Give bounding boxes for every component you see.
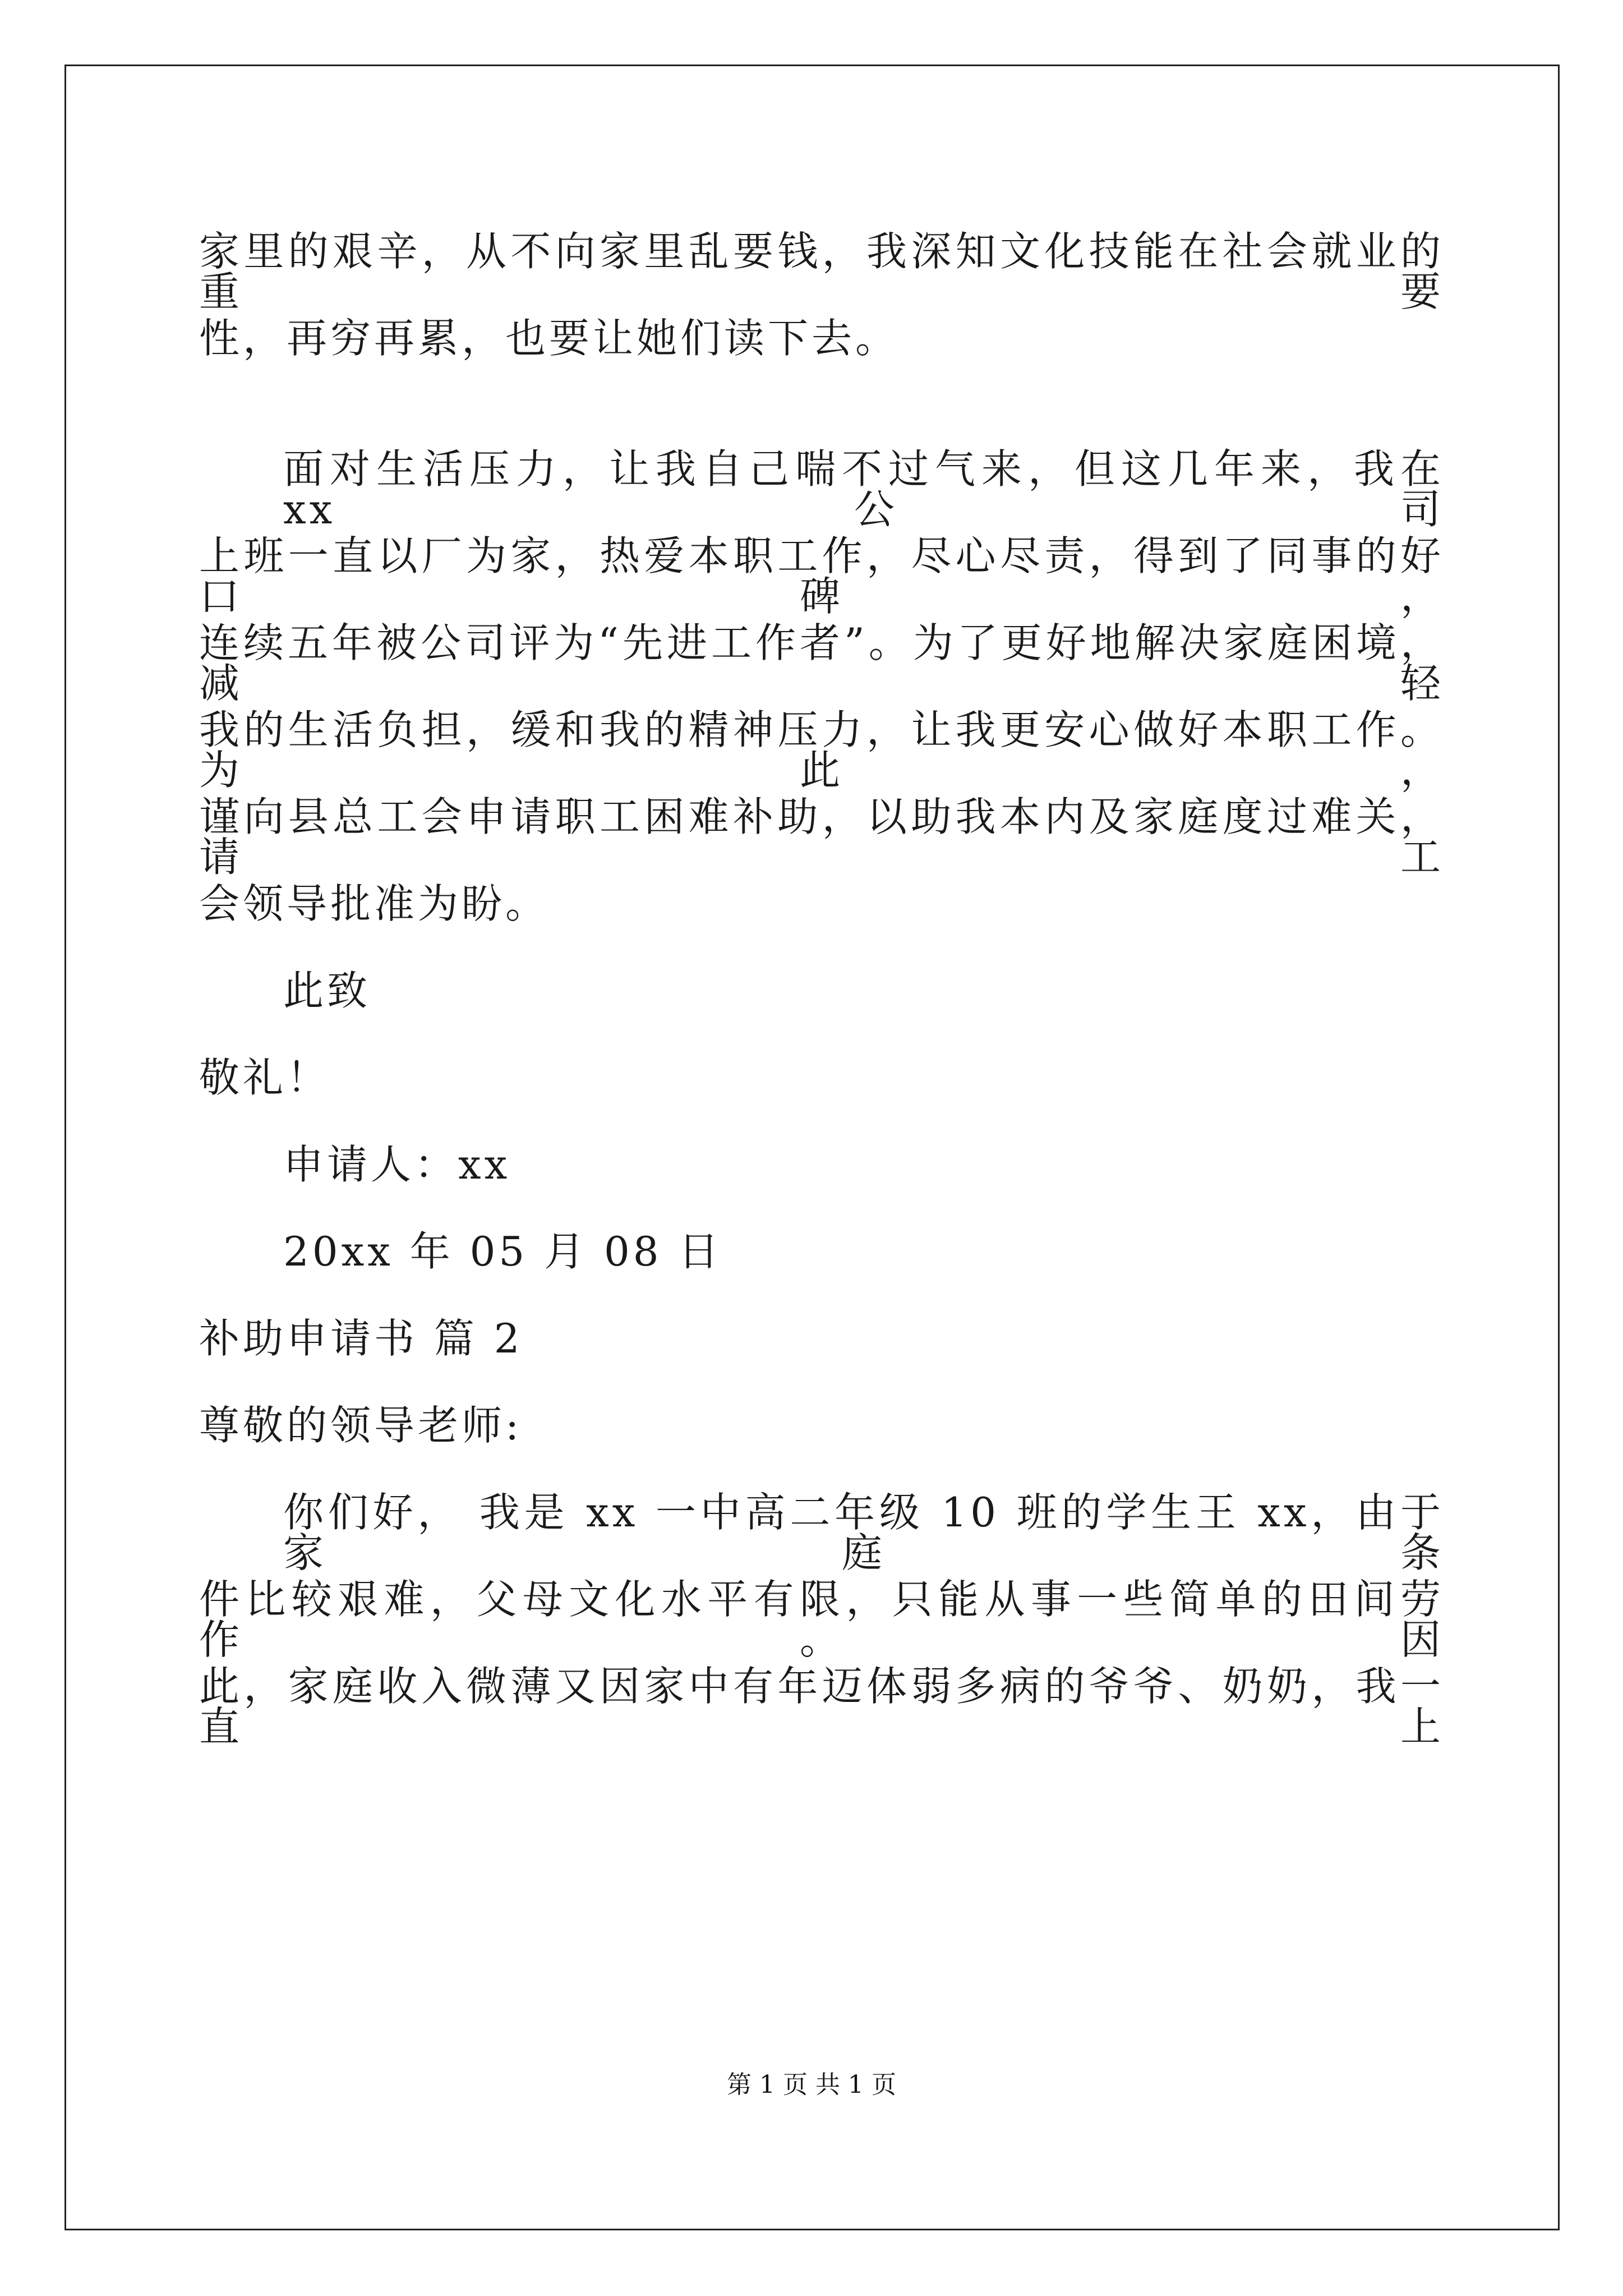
paragraph-line-16: 件比较艰难，父母文化水平有限，只能从事一些简单的田间劳作。因 [199,1576,1444,1663]
paragraph-line-3: 面对生活压力，让我自己喘不过气来，但这几年来，我在 xx 公司 [283,445,1444,533]
closing-regards: 敬礼！ [199,1054,331,1101]
paragraph-line-17: 此，家庭收入微薄又因家中有年迈体弱多病的爷爷、奶奶，我一直上 [199,1663,1444,1750]
section-heading: 补助申请书 篇 2 [199,1315,523,1362]
page-number-footer: 第 1 页 共 1 页 [727,2070,896,2099]
applicant-signature: 申请人：xx [283,1141,511,1188]
paragraph-line-1: 家里的艰辛，从不向家里乱要钱，我深知文化技能在社会就业的重要 [199,228,1444,315]
closing-salutation: 此致 [283,967,371,1014]
paragraph-line-2: 性，再穷再累，也要让她们读下去。 [199,315,900,362]
paragraph-line-7: 谨向县总工会申请职工困难补助，以助我本内及家庭度过难关，请工 [199,793,1444,881]
application-date: 20xx 年 05 月 08 日 [283,1228,722,1275]
paragraph-line-6: 我的生活负担，缓和我的精神压力，让我更安心做好本职工作。为此， [199,706,1444,794]
paragraph-line-8: 会领导批准为盼。 [199,880,550,927]
letter-greeting: 尊敬的领导老师: [199,1402,523,1449]
paragraph-line-15: 你们好， 我是 xx 一中高二年级 10 班的学生王 xx，由于家庭条 [283,1489,1444,1576]
paragraph-line-4: 上班一直以厂为家，热爱本职工作，尽心尽责，得到了同事的好口碑， [199,532,1444,620]
paragraph-line-5: 连续五年被公司评为“先进工作者”。为了更好地解决家庭困境，减轻 [199,619,1444,707]
